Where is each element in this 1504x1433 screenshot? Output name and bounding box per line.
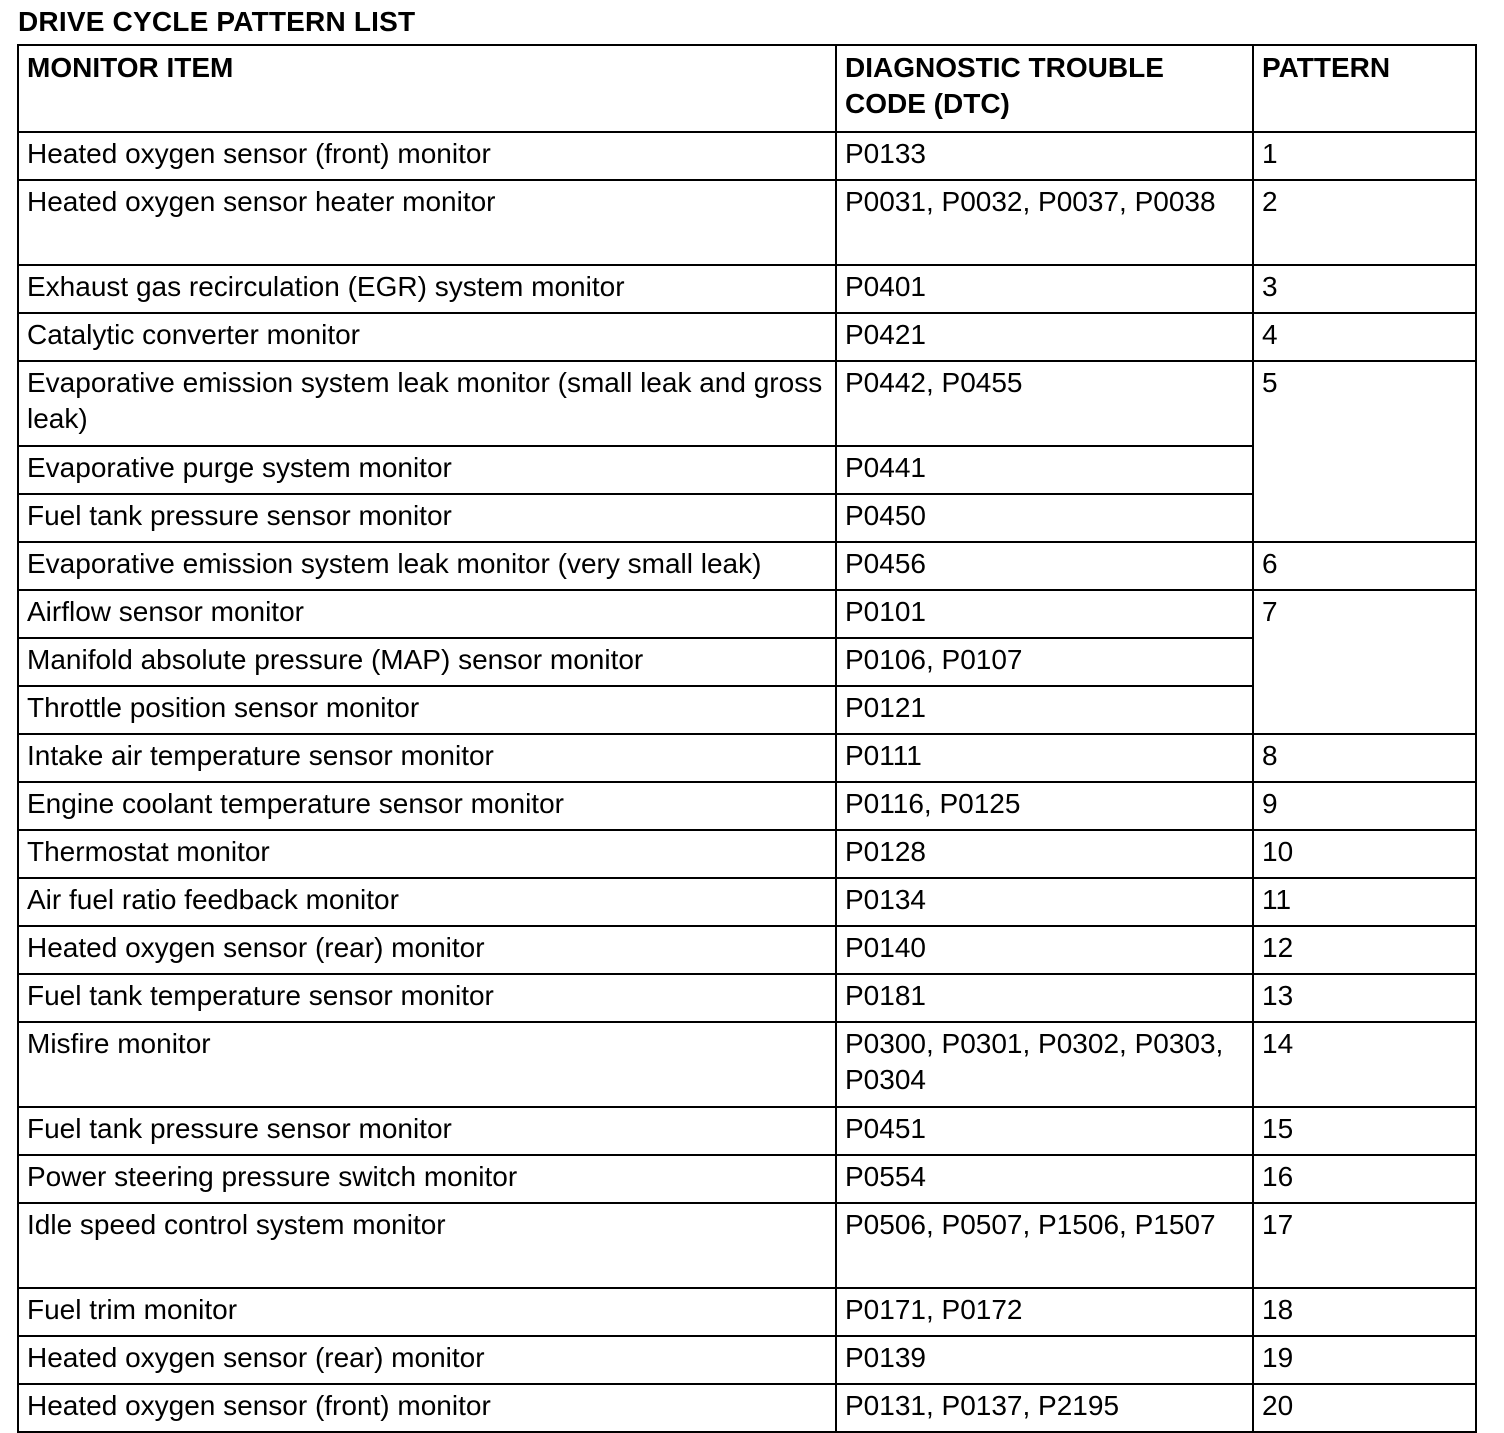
dtc-cell: P0450 bbox=[836, 494, 1253, 542]
header-row bbox=[18, 45, 1476, 132]
drive-cycle-pattern-table bbox=[17, 44, 1477, 1433]
pattern-cell: 13 bbox=[1253, 974, 1476, 1022]
table-row bbox=[18, 1022, 1476, 1107]
monitor-cell: Evaporative emission system leak monitor (very small leak) bbox=[18, 542, 836, 590]
pattern-cell: 17 bbox=[1253, 1203, 1476, 1288]
table-row bbox=[18, 132, 1476, 180]
table-row bbox=[18, 974, 1476, 1022]
monitor-cell: Evaporative purge system monitor bbox=[18, 446, 836, 494]
dtc-cell: P0442, P0455 bbox=[836, 361, 1253, 446]
document-title: DRIVE CYCLE PATTERN LIST bbox=[18, 6, 416, 37]
table-row bbox=[18, 1336, 1476, 1384]
dtc-cell: P0421 bbox=[836, 313, 1253, 361]
monitor-cell: Idle speed control system monitor bbox=[18, 1203, 836, 1288]
dtc-cell: P0451 bbox=[836, 1107, 1253, 1155]
table-row bbox=[18, 265, 1476, 313]
monitor-cell: Catalytic converter monitor bbox=[18, 313, 836, 361]
dtc-cell: P0506, P0507, P1506, P1507 bbox=[836, 1203, 1253, 1288]
dtc-cell: P0181 bbox=[836, 974, 1253, 1022]
table-row bbox=[18, 1107, 1476, 1155]
dtc-cell: P0171, P0172 bbox=[836, 1288, 1253, 1336]
pattern-cell: 12 bbox=[1253, 926, 1476, 974]
dtc-cell: P0101 bbox=[836, 590, 1253, 638]
table-row bbox=[18, 830, 1476, 878]
monitor-cell: Heated oxygen sensor (rear) monitor bbox=[18, 1336, 836, 1384]
pattern-cell: 18 bbox=[1253, 1288, 1476, 1336]
table-row bbox=[18, 313, 1476, 361]
dtc-cell: P0031, P0032, P0037, P0038 bbox=[836, 180, 1253, 265]
monitor-cell: Heated oxygen sensor heater monitor bbox=[18, 180, 836, 265]
monitor-cell: Power steering pressure switch monitor bbox=[18, 1155, 836, 1203]
dtc-cell: P0111 bbox=[836, 734, 1253, 782]
dtc-cell: P0106, P0107 bbox=[836, 638, 1253, 686]
table-row bbox=[18, 926, 1476, 974]
pattern-cell: 1 bbox=[1253, 132, 1476, 180]
pattern-cell: 14 bbox=[1253, 1022, 1476, 1107]
monitor-cell: Fuel trim monitor bbox=[18, 1288, 836, 1336]
pattern-cell: 5 bbox=[1253, 361, 1476, 542]
pattern-cell: 6 bbox=[1253, 542, 1476, 590]
monitor-cell: Fuel tank pressure sensor monitor bbox=[18, 494, 836, 542]
pattern-cell: 3 bbox=[1253, 265, 1476, 313]
dtc-cell: P0300, P0301, P0302, P0303, P0304 bbox=[836, 1022, 1253, 1107]
monitor-cell: Fuel tank temperature sensor monitor bbox=[18, 974, 836, 1022]
table-row bbox=[18, 1203, 1476, 1288]
header-pattern: PATTERN bbox=[1253, 45, 1476, 132]
table-row bbox=[18, 542, 1476, 590]
monitor-cell: Exhaust gas recirculation (EGR) system monitor bbox=[18, 265, 836, 313]
pattern-cell: 9 bbox=[1253, 782, 1476, 830]
monitor-cell: Engine coolant temperature sensor monitor bbox=[18, 782, 836, 830]
table-row bbox=[18, 1288, 1476, 1336]
pattern-cell: 8 bbox=[1253, 734, 1476, 782]
monitor-cell: Evaporative emission system leak monitor (small leak and gross leak) bbox=[18, 361, 836, 446]
pattern-cell: 10 bbox=[1253, 830, 1476, 878]
dtc-cell: P0456 bbox=[836, 542, 1253, 590]
pattern-cell: 19 bbox=[1253, 1336, 1476, 1384]
dtc-cell: P0401 bbox=[836, 265, 1253, 313]
dtc-cell: P0116, P0125 bbox=[836, 782, 1253, 830]
dtc-cell: P0140 bbox=[836, 926, 1253, 974]
pattern-cell: 11 bbox=[1253, 878, 1476, 926]
monitor-cell: Heated oxygen sensor (front) monitor bbox=[18, 132, 836, 180]
table-row bbox=[18, 878, 1476, 926]
table-row bbox=[18, 361, 1476, 446]
dtc-cell: P0131, P0137, P2195 bbox=[836, 1384, 1253, 1432]
monitor-cell: Intake air temperature sensor monitor bbox=[18, 734, 836, 782]
pattern-cell: 20 bbox=[1253, 1384, 1476, 1432]
pattern-cell: 7 bbox=[1253, 590, 1476, 734]
dtc-cell: P0554 bbox=[836, 1155, 1253, 1203]
dtc-cell: P0133 bbox=[836, 132, 1253, 180]
table-row bbox=[18, 1155, 1476, 1203]
table-row bbox=[18, 180, 1476, 265]
monitor-cell: Misfire monitor bbox=[18, 1022, 836, 1107]
monitor-cell: Heated oxygen sensor (rear) monitor bbox=[18, 926, 836, 974]
monitor-cell: Airflow sensor monitor bbox=[18, 590, 836, 638]
monitor-cell: Thermostat monitor bbox=[18, 830, 836, 878]
pattern-cell: 16 bbox=[1253, 1155, 1476, 1203]
header-dtc: DIAGNOSTIC TROUBLE CODE (DTC) bbox=[836, 45, 1253, 132]
monitor-cell: Throttle position sensor monitor bbox=[18, 686, 836, 734]
monitor-cell: Manifold absolute pressure (MAP) sensor monitor bbox=[18, 638, 836, 686]
dtc-cell: P0121 bbox=[836, 686, 1253, 734]
dtc-cell: P0134 bbox=[836, 878, 1253, 926]
pattern-cell: 4 bbox=[1253, 313, 1476, 361]
document bbox=[17, 2, 1475, 1433]
table-row bbox=[18, 1384, 1476, 1432]
monitor-cell: Heated oxygen sensor (front) monitor bbox=[18, 1384, 836, 1432]
dtc-cell: P0441 bbox=[836, 446, 1253, 494]
dtc-cell: P0128 bbox=[836, 830, 1253, 878]
table-row bbox=[18, 734, 1476, 782]
monitor-cell: Air fuel ratio feedback monitor bbox=[18, 878, 836, 926]
pattern-cell: 15 bbox=[1253, 1107, 1476, 1155]
table-row bbox=[18, 782, 1476, 830]
dtc-cell: P0139 bbox=[836, 1336, 1253, 1384]
header-monitor-item: MONITOR ITEM bbox=[18, 45, 836, 132]
table-row bbox=[18, 590, 1476, 638]
pattern-cell: 2 bbox=[1253, 180, 1476, 265]
monitor-cell: Fuel tank pressure sensor monitor bbox=[18, 1107, 836, 1155]
